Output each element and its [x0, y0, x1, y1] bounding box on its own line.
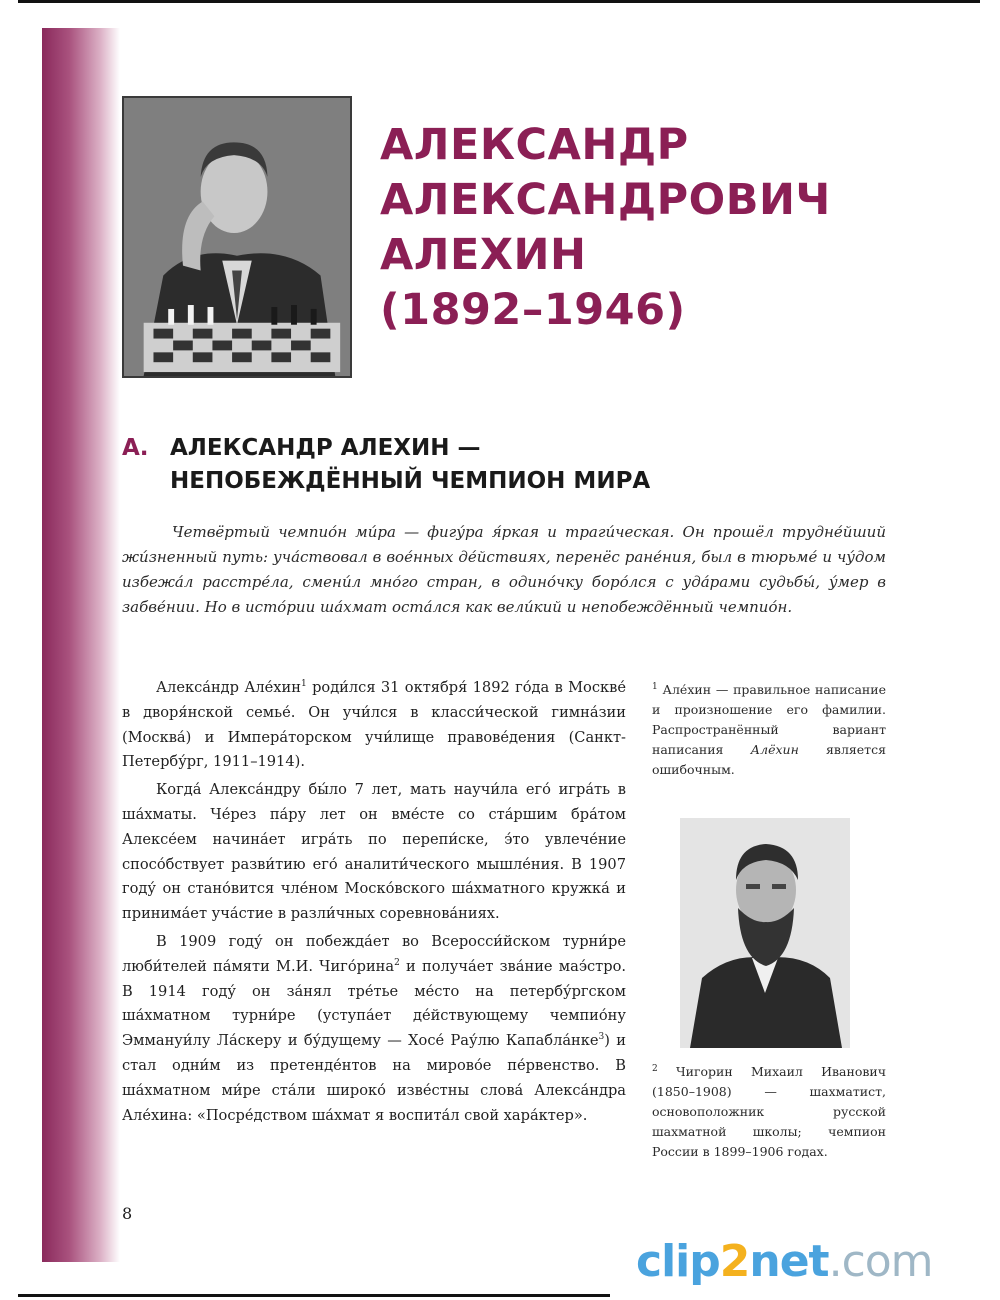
- footnote-1-text: Але́хин — правильное написание и произношение его фамилии. Распространённый вариант написания: [652, 682, 886, 757]
- chigorin-portrait-photo: [680, 818, 850, 1048]
- main-text-column: [122, 676, 626, 1131]
- footnote-1: [652, 680, 886, 780]
- top-rule: [18, 0, 980, 3]
- section-title: [170, 432, 650, 498]
- footnote-1-italic: Алёхин: [750, 742, 799, 757]
- lead-paragraph: Четвёртый чемпио́н ми́ра — фигу́ра я́ркая и траги́ческая. Он прошёл трудне́йший жи́зненный путь: уча́ствовал в вое́нных де́йствиях, перенёс ране́ния, был в тюрьме́ и чу́дом избежа́л расстре́ла, смени́л мно́го стран, в одино́чку боро́лся с уда́рами судьбы́, у́мер в забве́нии. Но в исто́рии ша́хмат оста́лся как вели́кий и непобеждённый чемпио́н.: [122, 523, 886, 616]
- footnote-2-text: Чигорин Михаил Иванович (1850–1908) — шахматист, основоположник русской шахматной школы; чемпион России в 1899–1906 годах.: [652, 1064, 886, 1159]
- page-title: [380, 118, 940, 338]
- footnote-2: [652, 1062, 886, 1162]
- decorative-side-band: [42, 28, 120, 1262]
- title-line-1: АЛЕКСАНДР: [380, 120, 689, 170]
- watermark-part-4: .com: [828, 1236, 933, 1287]
- footnote-ref-2: 2: [394, 957, 400, 968]
- body-paragraph-2: Когда́ Алекса́ндру бы́ло 7 лет, мать научи́ла его́ игра́ть в ша́хматы. Че́рез па́ру лет он вме́сте со ста́ршим бра́том Алексе́ем начина́ет игра́ть по перепи́ске, э́то увлече́ние спосо́бствует разви́тию его́ аналити́ческого мышле́ния. В 1907 году́ он стано́вится чле́ном Моско́вского ша́хматного кружка́ и принима́ет уча́стие в разли́чных соревнова́ниях.: [122, 781, 626, 923]
- alekhine-portrait-image: [124, 98, 350, 376]
- section-title-line-1: АЛЕКСАНДР АЛЕХИН —: [170, 435, 481, 461]
- section-letter: А.: [122, 435, 149, 461]
- watermark-part-2: 2: [719, 1236, 750, 1287]
- watermark-part-1: clip: [636, 1236, 720, 1287]
- chigorin-portrait-image: [680, 818, 850, 1048]
- p3-middle: и получа́ет зва́ние маэ́стро. В 1914 году́ он за́нял тре́тье ме́сто на петербу́ргском ша́хматном турни́ре (уступа́ет де́йствующему чемпио́ну Эммануи́лу Ла́скеру и бу́дущему — Хосе́ Рау́лю Капабла́нке: [122, 957, 627, 1050]
- alekhine-portrait-photo: [122, 96, 352, 378]
- page-number: 8: [122, 1204, 133, 1223]
- p3-end: ) и стал одни́м из претенде́нтов на мирово́е пе́рвенство. В ша́хматном ми́ре ста́ли широко́ изве́стны слова́ Алекса́ндра Але́хина: «Посре́дством ша́хмат я воспита́л свой хара́ктер».: [122, 1032, 626, 1124]
- p3-start: В 1909 году́ он побежда́ет во Всеросси́йском турни́ре люби́телей па́мяти М.И. Чиго́рина: [122, 932, 626, 975]
- footnote-ref-3: 3: [598, 1032, 605, 1043]
- footnote-1-end: является ошибочным.: [652, 742, 886, 777]
- title-line-3: АЛЕХИН: [380, 230, 587, 280]
- title-years: (1892–1946): [380, 285, 686, 335]
- watermark-part-3: net: [749, 1236, 829, 1287]
- footnote-ref-1: 1: [301, 679, 307, 690]
- bottom-rule: [18, 1294, 610, 1297]
- footnote-1-mark: 1: [652, 681, 658, 692]
- footnote-column: [652, 680, 886, 780]
- footnote-2-mark: 2: [652, 1063, 658, 1074]
- footnote-2-block: [652, 1062, 886, 1162]
- body-paragraph-3: [122, 930, 626, 1128]
- body-paragraph-1: [122, 676, 626, 775]
- clip2net-watermark: [636, 1236, 933, 1287]
- title-line-2: АЛЕКСАНДРОВИЧ: [380, 175, 831, 225]
- p1-start: Алекса́ндр Але́хин: [156, 679, 301, 696]
- section-title-line-2: НЕПОБЕЖДЁННЫЙ ЧЕМПИОН МИРА: [170, 468, 651, 494]
- p1-rest: роди́лся 31 октября́ 1892 го́да в Москве́ в дворя́нской семье́. Он учи́лся в класси́ческой гимна́зии (Москва́) и Импера́торском учи́лище правове́дения (Санкт-Петербу́рг, 1911–1914).: [122, 679, 626, 771]
